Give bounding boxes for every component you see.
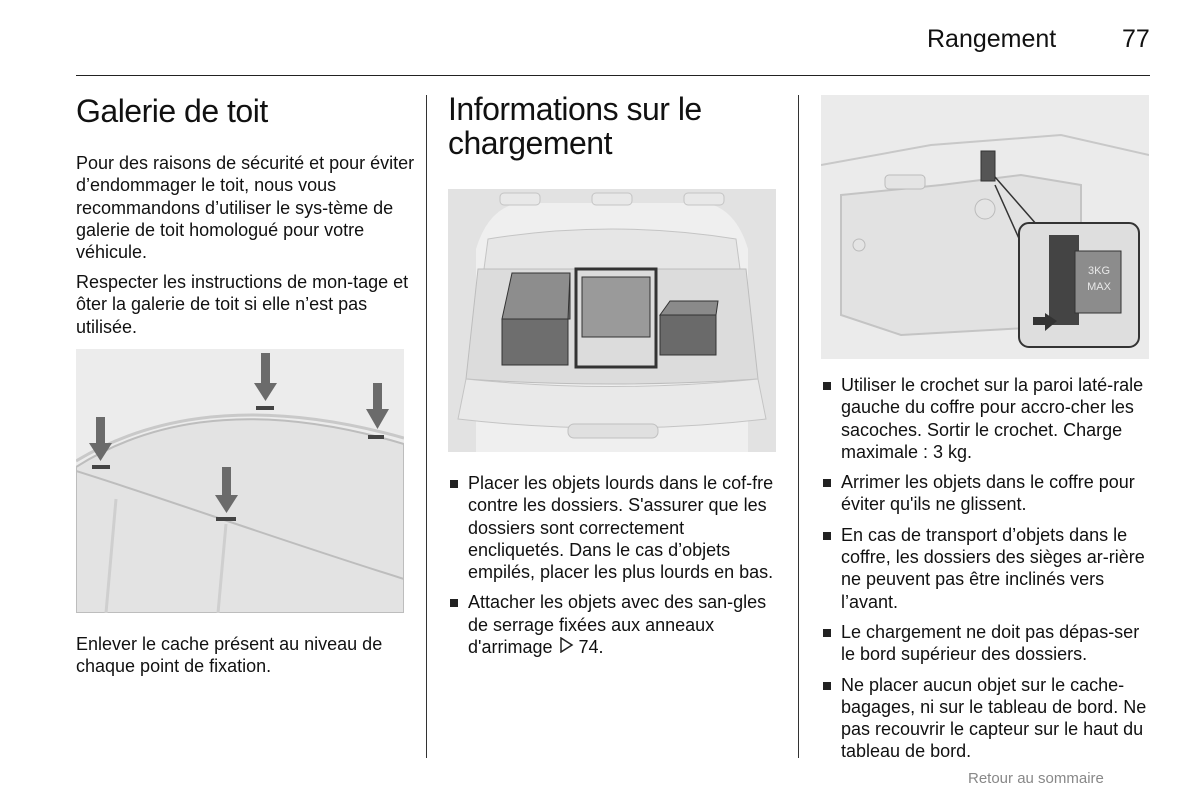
page-number: 77 — [1122, 25, 1150, 53]
running-header-title: Rangement — [927, 25, 1057, 53]
bag-hook-illustration — [821, 95, 1149, 359]
roof-rack-illustration — [76, 349, 404, 613]
page-reference-link[interactable]: 74. — [578, 637, 604, 658]
hook-max-load-label: 3KG MAX — [1087, 265, 1111, 293]
header-divider — [76, 75, 1150, 76]
section-heading-roof-rack: Galerie de toit — [76, 93, 268, 129]
loading-instructions-list — [448, 472, 780, 658]
back-to-contents-link[interactable]: Retour au sommaire — [968, 770, 1104, 787]
list-item — [448, 591, 780, 658]
paragraph-remove-cover: Enlever le cache présent au niveau de chaque point de fixation. — [76, 634, 383, 677]
list-item: Le chargement ne doit pas dépas-ser le bord supérieur des dossiers. — [821, 621, 1153, 666]
page-reference-icon — [558, 637, 574, 653]
list-item: En cas de transport d’objets dans le coffre, les dossiers des sièges ar-rière ne peuvent pas être inclinés vers l’avant. — [821, 524, 1153, 613]
list-item: Ne placer aucun objet sur le cache-bagages, ni sur le tableau de bord. Ne pas recouvrir le capteur sur le haut du tableau de bord. — [821, 674, 1153, 763]
list-item-text: Attacher les objets avec des san-gles de serrage fixées aux anneaux d'arrimage — [468, 592, 767, 658]
column-divider-right — [798, 95, 799, 758]
paragraph-roof-rack-mounting: Respecter les instructions de mon-tage et ôter la galerie de toit si elle n’est pas utilisée. — [76, 272, 409, 337]
column-divider-left — [426, 95, 427, 758]
storage-instructions-list — [821, 374, 1153, 763]
list-item: Placer les objets lourds dans le cof-fre contre les dossiers. S'assurer que les dossiers sont correctement encliquetés. Dans le cas d’objets empilés, placer les plus lourds en bas. — [448, 472, 780, 583]
list-item: Utiliser le crochet sur la paroi laté-rale gauche du coffre pour accro-cher les sacoches. Sortir le crochet. Charge maximale : 3 kg. — [821, 374, 1153, 463]
list-item: Arrimer les objets dans le coffre pour éviter qu'ils ne glissent. — [821, 471, 1153, 516]
section-heading-loading-info: Informations sur le chargement — [448, 91, 702, 161]
paragraph-roof-rack-safety: Pour des raisons de sécurité et pour éviter d’endommager le toit, nous vous recommandons d’utiliser le sys-tème de galerie de toit homologué pour votre véhicule. — [76, 153, 415, 263]
trunk-loading-illustration — [448, 189, 776, 452]
